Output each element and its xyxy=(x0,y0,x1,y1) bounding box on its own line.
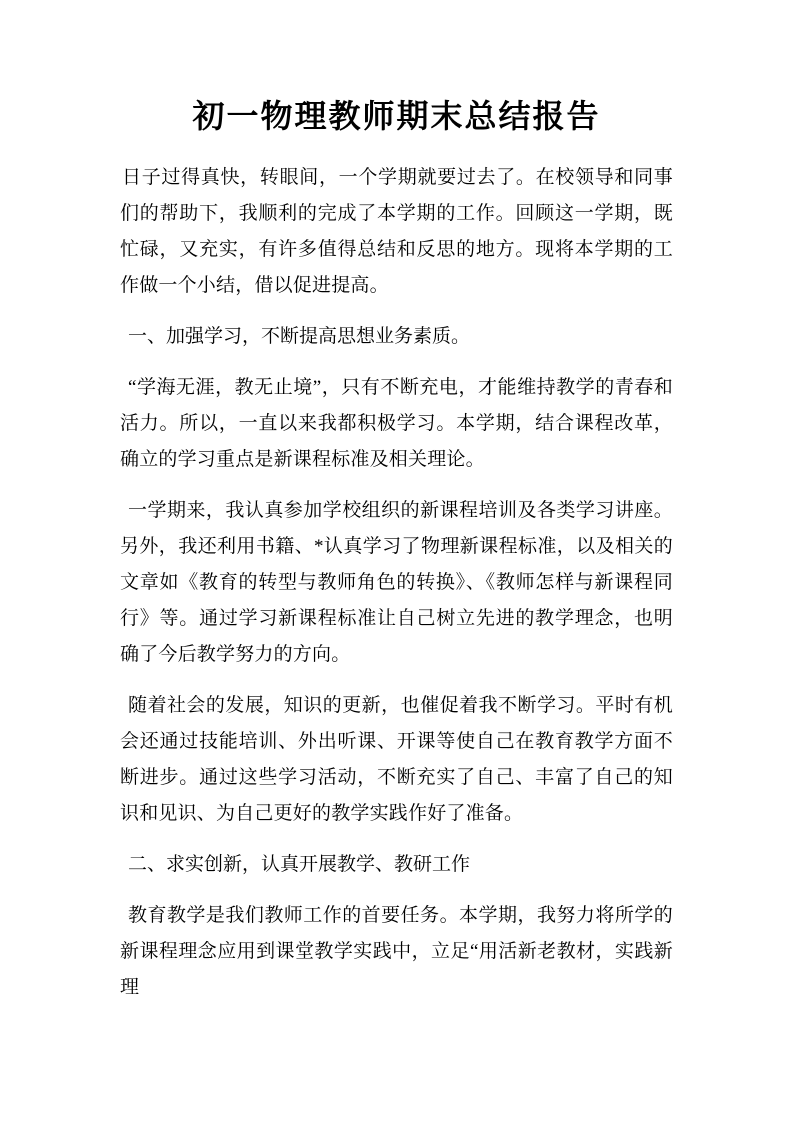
paragraph-teaching-task: 教育教学是我们教师工作的首要任务。本学期，我努力将所学的新课程理念应用到课堂教学实践中，立足“用活新老教材，实践新理 xyxy=(120,905,673,998)
document-title: 初一物理教师期末总结报告 xyxy=(192,98,601,134)
paragraph-training: 一学期来，我认真参加学校组织的新课程培训及各类学习讲座。另外，我还利用书籍、*认真学习了物理新课程标准，以及相关的文章如《教育的转型与教师角色的转换》、《教师怎样与新课程同行》等。通过学习新课程标准让自己树立先进的教学理念，也明确了今后教学努力的方向。 xyxy=(120,500,673,665)
paragraph-intro: 日子过得真快，转眼间，一个学期就要过去了。在校领导和同事们的帮助下，我顺利的完成了本学期的工作。回顾这一学期，既忙碌，又充实，有许多值得总结和反思的地方。现将本学期的工作做一个小结，借以促进提高。 xyxy=(120,167,673,296)
section-heading-1: 一、加强学习，不断提高思想业务素质。 xyxy=(128,326,471,347)
section-heading-2: 二、求实创新，认真开展教学、教研工作 xyxy=(128,854,471,875)
paragraph-study-motto: “学海无涯，教无止境”，只有不断充电，才能维持教学的青春和活力。所以，一直以来我都积极学习。本学期，结合课程改革，确立的学习重点是新课程标准及相关理论。 xyxy=(120,377,673,470)
paragraph-social-development: 随着社会的发展，知识的更新，也催促着我不断学习。平时有机会还通过技能培训、外出听课、开课等使自己在教育教学方面不断进步。通过这些学习活动，不断充实了自己、丰富了自己的知识和见识、为自己更好的教学实践作好了准备。 xyxy=(120,695,673,824)
